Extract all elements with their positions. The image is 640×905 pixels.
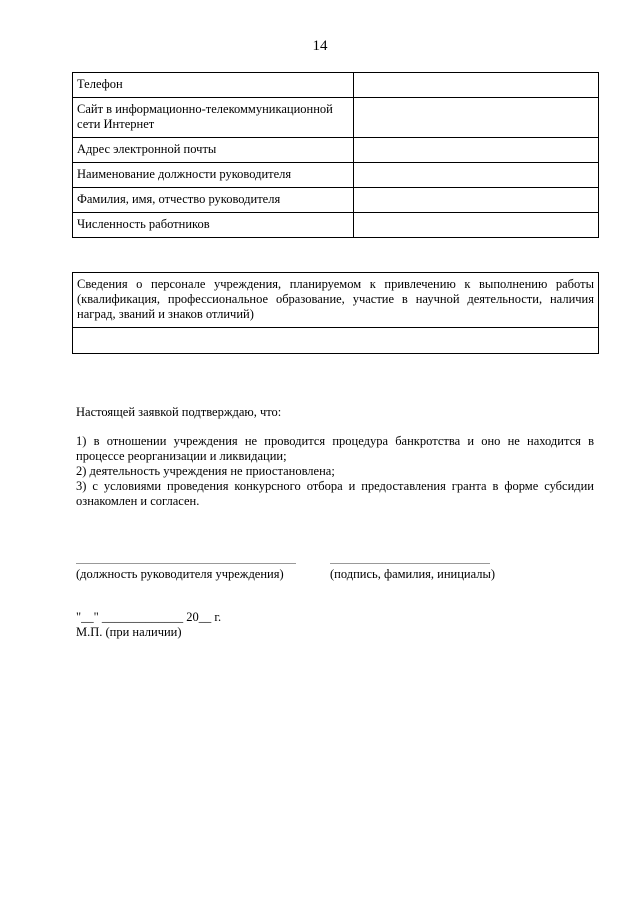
date-line: "__" _____________ 20__ г.	[76, 610, 222, 624]
table-row	[73, 73, 599, 98]
row-value-phone[interactable]	[353, 73, 598, 98]
confirmation-item-bankruptcy: 1) в отношении учреждения не проводится процедура банкротства и оно не находится в процессе реорганизации и ликвидации;	[76, 434, 594, 463]
row-label-phone: Телефон	[73, 73, 354, 98]
table-row	[73, 138, 599, 163]
table-row	[73, 163, 599, 188]
row-value-staff-count[interactable]	[353, 213, 598, 238]
row-value-website[interactable]	[353, 98, 598, 138]
staff-table-header: Сведения о персонале учреждения, планируемом к привлечению к выполнению работы (квалификация, профессиональное образование, участие в научной деятельности, наличия наград, званий и знаков отличий)	[73, 273, 599, 328]
table-row	[73, 98, 599, 138]
position-signature-line[interactable]	[76, 563, 296, 564]
row-label-head-name: Фамилия, имя, отчество руководителя	[73, 188, 354, 213]
page-number: 14	[312, 38, 328, 54]
confirmation-intro: Настоящей заявкой подтверждаю, что:	[76, 405, 282, 419]
row-value-head-position[interactable]	[353, 163, 598, 188]
confirmation-item-activity: 2) деятельность учреждения не приостановлена;	[76, 464, 335, 478]
row-label-staff-count: Численность работников	[73, 213, 354, 238]
row-value-head-name[interactable]	[353, 188, 598, 213]
row-label-email: Адрес электронной почты	[73, 138, 354, 163]
position-caption: (должность руководителя учреждения)	[76, 567, 284, 581]
table-row	[73, 213, 599, 238]
table-row	[73, 328, 599, 354]
table-row	[73, 188, 599, 213]
confirmation-list	[76, 434, 594, 509]
staff-info-table	[72, 272, 599, 354]
signature-line[interactable]	[330, 563, 490, 564]
organization-info-table	[72, 72, 599, 238]
row-value-email[interactable]	[353, 138, 598, 163]
staff-table-value[interactable]	[73, 328, 599, 354]
confirmation-item-conditions: 3) с условиями проведения конкурсного отбора и предоставления гранта в форме субсидии ознакомлен и согласен.	[76, 479, 594, 508]
row-label-website: Сайт в информационно-телекоммуникационной сети Интернет	[73, 98, 354, 138]
signature-caption: (подпись, фамилия, инициалы)	[330, 567, 496, 581]
stamp-note: М.П. (при наличии)	[76, 625, 182, 639]
table-row	[73, 273, 599, 328]
row-label-head-position: Наименование должности руководителя	[73, 163, 354, 188]
